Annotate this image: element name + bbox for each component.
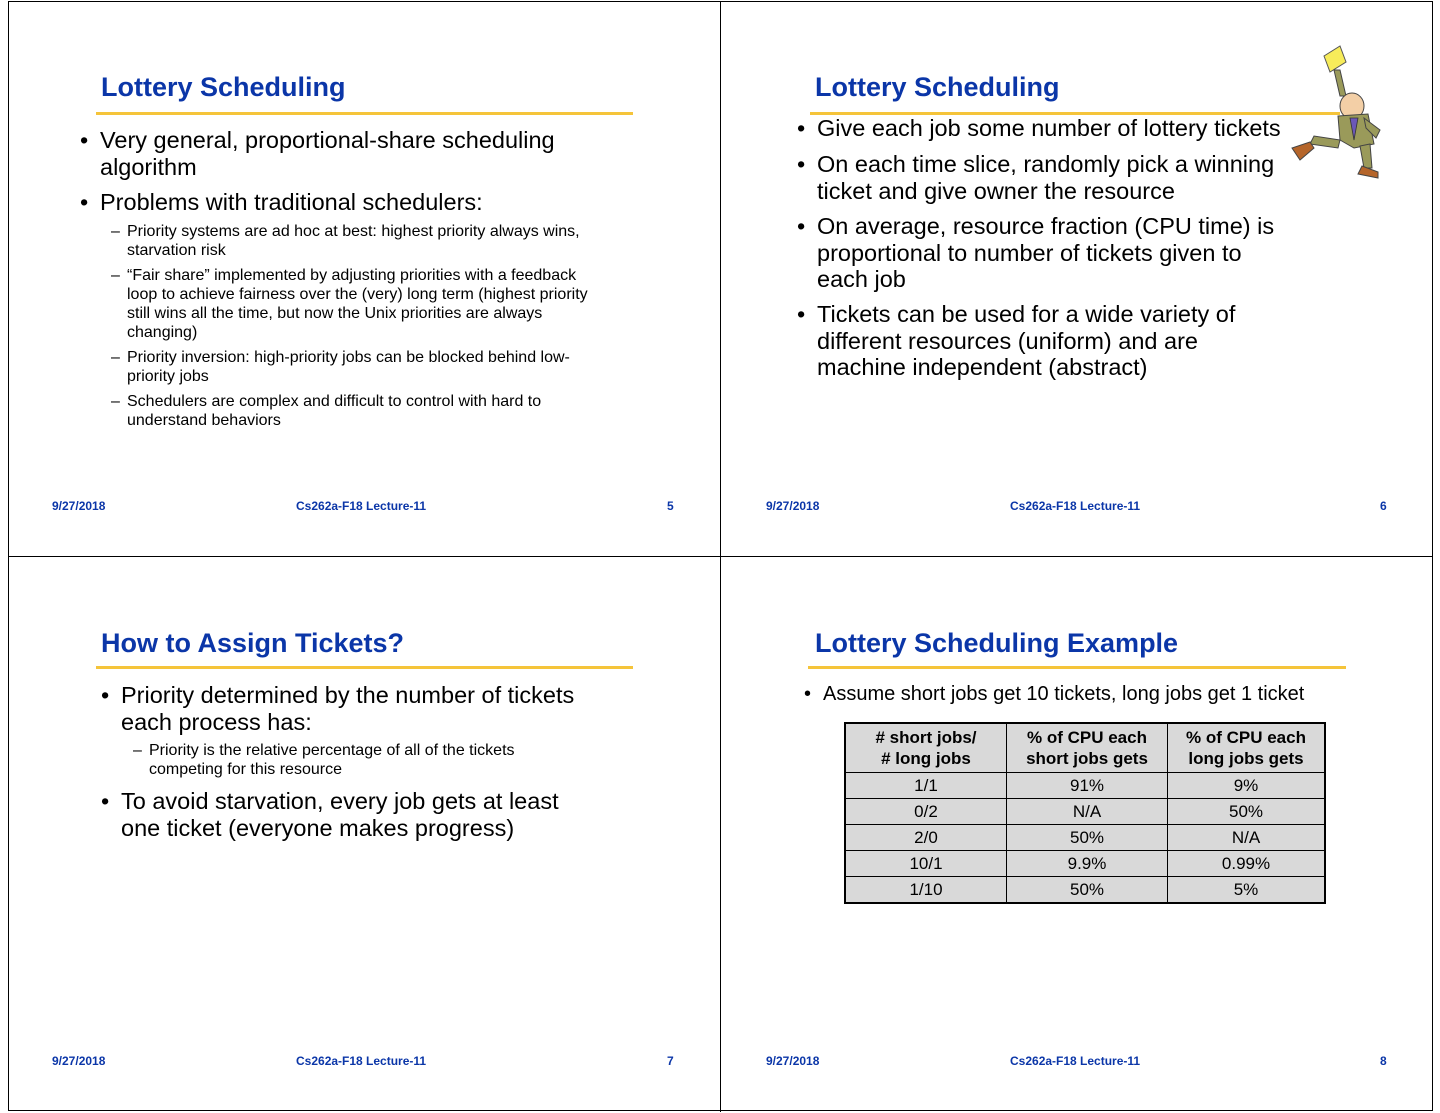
sub-bullet-line: starvation risk <box>127 242 226 259</box>
bullet <box>797 213 1274 293</box>
dash-glyph: – <box>133 742 142 759</box>
sub-bullet-line: changing) <box>127 324 198 341</box>
sub-bullet <box>111 222 580 260</box>
header-line: % of CPU each <box>1186 728 1306 747</box>
table-row <box>845 799 1325 825</box>
sub-bullet-line: Priority is the relative percentage of all of the tickets <box>149 742 515 759</box>
cell-long-cpu: 50% <box>1168 799 1326 825</box>
bullet-line: On each time slice, randomly pick a winning <box>817 151 1275 177</box>
cell-short-cpu: 9.9% <box>1007 851 1168 877</box>
cell-short-cpu: 50% <box>1007 825 1168 851</box>
bullet-line: ticket and give owner the resource <box>817 177 1175 204</box>
slide-title: Lottery Scheduling Example <box>815 628 1179 658</box>
sub-bullet <box>133 741 515 779</box>
sub-bullet-line: priority jobs <box>127 368 209 385</box>
footer-course: Cs262a-F18 Lecture-11 <box>296 1054 427 1068</box>
footer-page-number: 7 <box>667 1054 674 1068</box>
cell-job-ratio: 1/1 <box>845 773 1007 799</box>
table-row <box>845 851 1325 877</box>
bullet-glyph: • <box>797 151 806 177</box>
table-row <box>845 877 1325 904</box>
sub-bullet-line: Priority inversion: high-priority jobs can be blocked behind low- <box>127 349 570 366</box>
sub-bullet <box>111 266 588 342</box>
bullet-glyph: • <box>80 127 89 153</box>
title-underline <box>808 666 1346 669</box>
sub-bullet-line: still wins all the time, but now the Unix priorities are always <box>127 305 543 322</box>
lottery-winner-cartoon-icon <box>1284 44 1384 180</box>
cell-long-cpu: 5% <box>1168 877 1326 904</box>
header-line: # short jobs/ <box>875 728 977 747</box>
bullet-line: Priority determined by the number of tickets <box>121 682 575 708</box>
header-job-ratio <box>845 723 1007 773</box>
bullet <box>797 151 1274 204</box>
cell-long-cpu: N/A <box>1168 825 1326 851</box>
bullet-glyph: • <box>797 301 806 327</box>
dash-glyph: – <box>111 223 120 240</box>
footer-page-number: 8 <box>1380 1054 1387 1068</box>
bullet-line: each job <box>817 266 906 292</box>
bullet <box>797 301 1235 381</box>
cell-long-cpu: 9% <box>1168 773 1326 799</box>
bullet-line: machine independent (abstract) <box>817 354 1148 380</box>
bullet-line: each process has: <box>121 708 312 735</box>
dash-glyph: – <box>111 349 120 366</box>
footer-course: Cs262a-F18 Lecture-11 <box>296 499 427 513</box>
bullet-line: Assume short jobs get 10 tickets, long jobs get 1 ticket <box>823 683 1305 705</box>
header-line: short jobs gets <box>1026 749 1148 768</box>
footer-page-number: 6 <box>1380 499 1387 513</box>
footer-page-number: 5 <box>667 499 674 513</box>
cell-short-cpu: N/A <box>1007 799 1168 825</box>
header-line: long jobs gets <box>1188 749 1304 768</box>
bullet-glyph: • <box>804 683 812 705</box>
table-header-row <box>845 723 1325 773</box>
sub-bullet-line: Priority systems are ad hoc at best: highest priority always wins, <box>127 223 580 240</box>
sub-bullet-line: “Fair share” implemented by adjusting priorities with a feedback <box>127 267 577 284</box>
cell-long-cpu: 0.99% <box>1168 851 1326 877</box>
cell-job-ratio: 1/10 <box>845 877 1007 904</box>
footer-date: 9/27/2018 <box>52 1054 106 1068</box>
header-long-cpu <box>1168 723 1326 773</box>
footer-date: 9/27/2018 <box>766 1054 820 1068</box>
bullet-line: one ticket (everyone makes progress) <box>121 814 515 841</box>
bullet <box>101 788 559 841</box>
bullet-line: To avoid starvation, every job gets at least <box>121 788 559 814</box>
horizontal-divider <box>8 556 1433 557</box>
footer-course: Cs262a-F18 Lecture-11 <box>1010 499 1141 513</box>
slide-title: How to Assign Tickets? <box>101 628 405 658</box>
title-underline <box>96 666 633 669</box>
footer-date: 9/27/2018 <box>52 499 106 513</box>
bullet-line: proportional to number of tickets given to <box>817 239 1242 266</box>
cell-short-cpu: 50% <box>1007 877 1168 904</box>
title-underline <box>96 112 633 115</box>
table-row <box>845 773 1325 799</box>
dash-glyph: – <box>111 393 120 410</box>
cell-short-cpu: 91% <box>1007 773 1168 799</box>
sub-bullet <box>111 392 541 430</box>
header-line: # long jobs <box>881 749 971 768</box>
bullet-line: Give each job some number of lottery tickets <box>817 115 1281 141</box>
bullet-line: Very general, proportional-share scheduling <box>100 127 555 153</box>
bullet <box>797 115 1281 142</box>
bullet <box>80 127 555 180</box>
footer-date: 9/27/2018 <box>766 499 820 513</box>
bullet-line: Problems with traditional schedulers: <box>100 189 483 215</box>
bullet-glyph: • <box>797 213 806 239</box>
bullet-line: algorithm <box>100 153 197 180</box>
cpu-share-table <box>844 722 1326 904</box>
cell-job-ratio: 2/0 <box>845 825 1007 851</box>
sub-bullet-line: understand behaviors <box>127 412 281 429</box>
bullet-line: Tickets can be used for a wide variety of <box>817 301 1236 327</box>
sub-bullet-line: loop to achieve fairness over the (very) long term (highest priority <box>127 286 588 303</box>
bullet-line: different resources (uniform) and are <box>817 327 1198 354</box>
bullet <box>80 189 483 216</box>
bullet-line: On average, resource fraction (CPU time) is <box>817 213 1275 239</box>
cell-job-ratio: 10/1 <box>845 851 1007 877</box>
slide-title: Lottery Scheduling <box>101 72 346 102</box>
sub-bullet-line: Schedulers are complex and difficult to control with hard to <box>127 393 542 410</box>
table-row <box>845 825 1325 851</box>
sub-bullet <box>111 348 570 386</box>
sub-bullet-line: competing for this resource <box>149 761 342 778</box>
bullet <box>101 682 574 735</box>
footer-course: Cs262a-F18 Lecture-11 <box>1010 1054 1141 1068</box>
bullet-glyph: • <box>80 189 89 215</box>
slide-title: Lottery Scheduling <box>815 72 1060 102</box>
cell-job-ratio: 0/2 <box>845 799 1007 825</box>
header-line: % of CPU each <box>1027 728 1147 747</box>
bullet-glyph: • <box>101 788 110 814</box>
dash-glyph: – <box>111 267 120 284</box>
bullet <box>804 681 1304 708</box>
header-short-cpu <box>1007 723 1168 773</box>
bullet-glyph: • <box>797 115 806 141</box>
bullet-glyph: • <box>101 682 110 708</box>
